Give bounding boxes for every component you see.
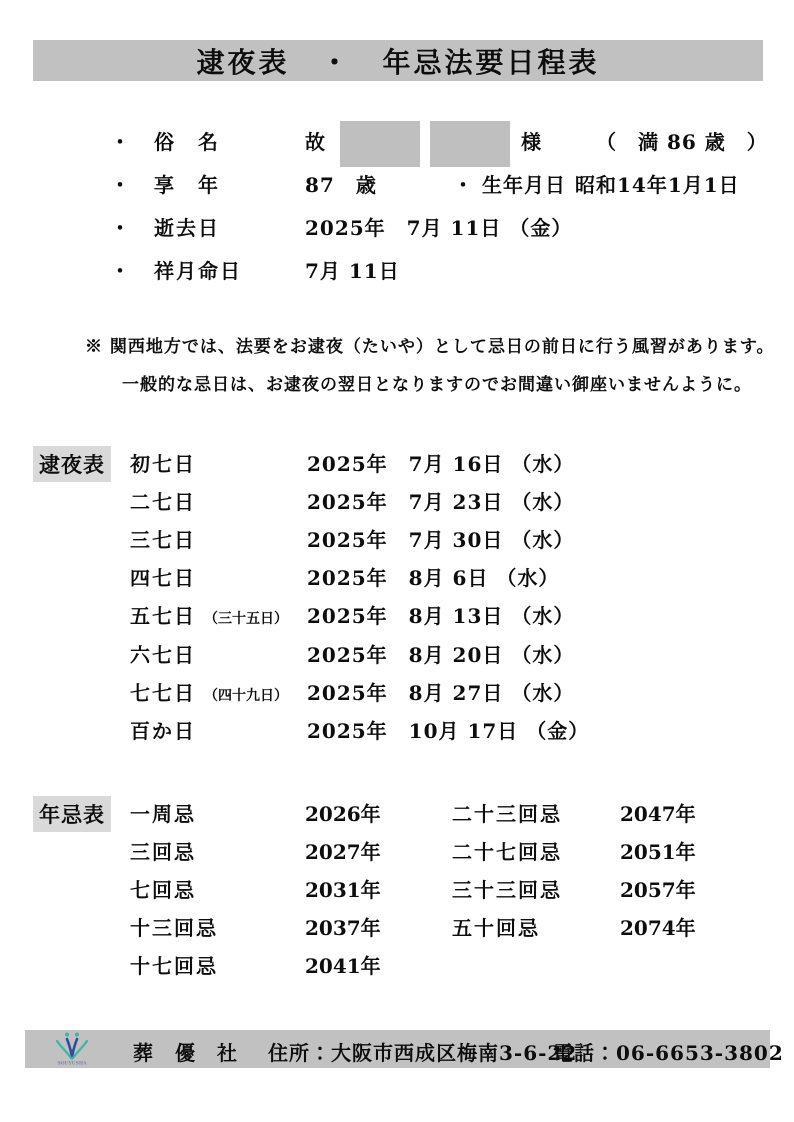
taiya-row-date: 2025年 8月 13日 （水）: [307, 604, 575, 628]
nenki-name: 二十七回忌: [452, 840, 562, 864]
taiya-row-date: 2025年 7月 23日 （水）: [307, 490, 575, 514]
company-address: 住所：大阪市西成区梅南3-6-22: [268, 1041, 578, 1065]
taiya-name: 六七日: [130, 643, 196, 667]
taiya-name: 百か日: [130, 719, 196, 743]
taiya-name: 三七日: [130, 528, 196, 552]
age-label: ・ 享 年: [110, 173, 220, 197]
name-age-note: （ 満 86 歳 ）: [596, 130, 768, 154]
taiya-row-name: [130, 490, 204, 515]
company-name: 葬 優 社: [133, 1041, 238, 1065]
nenki-year: 2027年: [305, 840, 381, 864]
taiya-note: （三十五日）: [204, 611, 288, 627]
nenki-year: 2037年: [305, 916, 381, 940]
redacted-name-box: [430, 121, 510, 167]
nenki-name: 一周忌: [130, 802, 196, 826]
taiya-row-date: 2025年 8月 27日 （水）: [307, 681, 575, 705]
nenki-name: 十三回忌: [130, 916, 218, 940]
taiya-name: 二七日: [130, 490, 196, 514]
nenki-name: 三回忌: [130, 840, 196, 864]
monthly-anniversary-label: ・ 祥月命日: [110, 259, 242, 283]
taiya-row-name: [130, 566, 204, 591]
footer-band: [25, 1030, 784, 1068]
death-date-label: ・ 逝去日: [110, 216, 220, 240]
nenki-year: 2057年: [620, 878, 696, 902]
name-prefix: 故: [305, 130, 326, 154]
page-title: 逮夜表 ・ 年忌法要日程表: [196, 45, 600, 79]
taiya-row-name: [130, 681, 288, 706]
taiya-name: 五七日: [130, 604, 196, 628]
taiya-row-name: [130, 528, 204, 553]
nenki-name: 三十三回忌: [452, 878, 562, 902]
nenki-name: 二十三回忌: [452, 802, 562, 826]
taiya-note: （四十九日）: [204, 688, 288, 704]
taiya-row-date: 2025年 8月 6日 （水）: [307, 566, 560, 590]
kansai-note-line1: ※ 関西地方では、法要をお逮夜（たいや）として忌日の前日に行う風習があります。: [85, 337, 775, 357]
taiya-row-date: 2025年 8月 20日 （水）: [307, 643, 575, 667]
taiya-name: 四七日: [130, 566, 196, 590]
company-logo: [50, 1031, 94, 1067]
age-value: 87 歳: [305, 173, 377, 197]
nenki-year: 2047年: [620, 802, 696, 826]
nenki-name: 五十回忌: [452, 916, 540, 940]
nenki-name: 七回忌: [130, 878, 196, 902]
taiya-row-date: 2025年 7月 16日 （水）: [307, 452, 575, 476]
redacted-name-box: [340, 121, 420, 167]
nenki-year: 2041年: [305, 954, 381, 978]
nenki-year: 2026年: [305, 802, 381, 826]
kansai-note-line2: 一般的な忌日は、お逮夜の翌日となりますのでお間違い御座いませんように。: [122, 375, 752, 395]
taiya-row-date: 2025年 10月 17日 （金）: [307, 719, 590, 743]
death-date-value: 2025年 7月 11日 （金）: [305, 216, 573, 240]
name-label: ・ 俗 名: [110, 130, 220, 154]
taiya-name: 初七日: [130, 452, 196, 476]
taiya-row-date: 2025年 7月 30日 （水）: [307, 528, 575, 552]
taiya-row-name: [130, 643, 204, 668]
taiya-row-name: [130, 604, 288, 629]
taiya-name: 七七日: [130, 681, 196, 705]
title-band: [33, 40, 763, 81]
taiya-row-name: [130, 452, 204, 477]
taiya-section-label: 逮夜表: [33, 446, 111, 482]
nenki-section-label: 年忌表: [33, 796, 111, 832]
birth-label: ・ 生年月日: [453, 173, 566, 197]
logo-caption: SOUYUSHA: [57, 1061, 87, 1067]
nenki-year: 2051年: [620, 840, 696, 864]
company-phone: 電話：06-6653-3802: [553, 1041, 784, 1065]
nenki-year: 2031年: [305, 878, 381, 902]
nenki-year: 2074年: [620, 916, 696, 940]
nenki-name: 十七回忌: [130, 954, 218, 978]
birth-value: 昭和14年1月1日: [575, 173, 740, 197]
monthly-anniversary-value: 7月 11日: [305, 259, 400, 283]
name-honorific: 様: [521, 130, 542, 154]
taiya-row-name: [130, 719, 204, 744]
